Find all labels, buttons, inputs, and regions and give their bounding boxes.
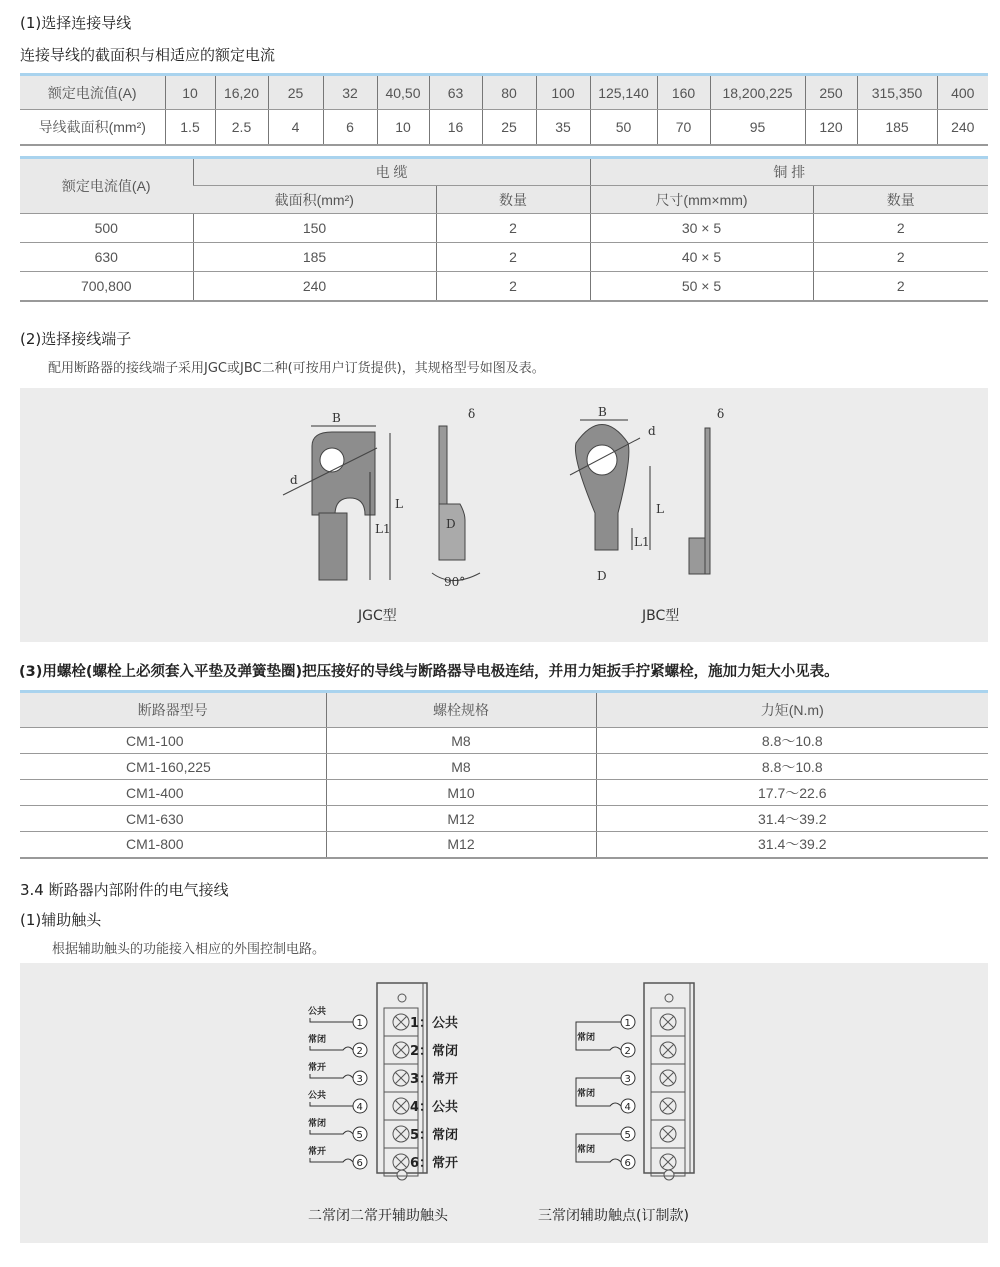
- table-cell: 185: [193, 243, 436, 272]
- area-cell: 185: [857, 110, 937, 145]
- area-cell: 120: [805, 110, 857, 145]
- table-cell: 30 × 5: [590, 214, 813, 243]
- terminal-lugs-diagram: [20, 388, 988, 642]
- header-cell: 力矩(N.m): [596, 692, 988, 728]
- terminal-number: 5: [624, 1130, 631, 1141]
- wire-label: 常开: [308, 1147, 327, 1157]
- terminal-number: 1: [624, 1018, 631, 1029]
- table-row: [20, 806, 988, 832]
- row-label: 导线截面积(mm²): [20, 110, 165, 145]
- label-delta: δ: [717, 407, 725, 421]
- table-cell: 2: [436, 243, 590, 272]
- current-cell: 100: [536, 75, 590, 110]
- table-cell: 31.4～39.2: [596, 806, 988, 832]
- wire-label: 常闭: [577, 1033, 596, 1043]
- table-cell: M10: [326, 780, 596, 806]
- header-qty: 数量: [813, 186, 988, 214]
- area-cell: 35: [536, 110, 590, 145]
- right-caption: 三常闭辅助触点(订制款): [538, 1208, 689, 1224]
- table-cell: 50 × 5: [590, 272, 813, 301]
- header-current: 额定电流值(A): [20, 158, 193, 214]
- table-cell: 500: [20, 214, 193, 243]
- legend-item: 6：常开: [410, 1156, 459, 1171]
- large-current-table: [20, 156, 988, 302]
- label-D: D: [597, 569, 607, 583]
- legend-item: 1：公共: [410, 1016, 459, 1031]
- label-L: L: [656, 502, 664, 516]
- label-L1: L1: [375, 522, 391, 536]
- area-cell: 4: [268, 110, 323, 145]
- terminal-number: 2: [624, 1046, 631, 1057]
- table-row: [20, 214, 988, 243]
- table-cell: CM1-160,225: [20, 754, 326, 780]
- terminal-number: 5: [356, 1130, 363, 1141]
- table-cell: 8.8～10.8: [596, 754, 988, 780]
- label-L1: L1: [634, 535, 650, 549]
- legend-item: 4：公共: [410, 1100, 459, 1115]
- current-cell: 16,20: [215, 75, 268, 110]
- terminal-block-right: [644, 983, 694, 1180]
- area-cell: 50: [590, 110, 657, 145]
- current-cell: 125,140: [590, 75, 657, 110]
- jgc-side: [432, 426, 480, 581]
- table-cell: M8: [326, 728, 596, 754]
- table-cell: CM1-630: [20, 806, 326, 832]
- area-cell: 70: [657, 110, 710, 145]
- label-L: L: [395, 497, 403, 511]
- current-cell: 25: [268, 75, 323, 110]
- area-cell: 95: [710, 110, 805, 145]
- label-d: d: [648, 424, 656, 438]
- jgc-lug: [283, 430, 378, 580]
- wire-label: 常开: [308, 1063, 327, 1073]
- section1-subtitle: 连接导线的截面积与相适应的额定电流: [20, 46, 276, 64]
- terminal-number: 4: [356, 1102, 363, 1113]
- table-cell: 2: [813, 243, 988, 272]
- table-row: [20, 272, 988, 301]
- wire-table: [20, 73, 988, 146]
- header-cable: 电 缆: [193, 158, 590, 186]
- table-row: [20, 832, 988, 858]
- current-cell: 18,200,225: [710, 75, 805, 110]
- terminal-number: 6: [356, 1158, 363, 1169]
- current-cell: 80: [482, 75, 536, 110]
- table-cell: CM1-800: [20, 832, 326, 858]
- section3-title: (3)用螺栓(螺栓上必须套入平垫及弹簧垫圈)把压接好的导线与断路器导电极连结，并用力矩扳手拧紧螺栓，施加力矩大小见表。: [19, 664, 839, 680]
- left-caption: 二常闭二常开辅助触头: [308, 1208, 448, 1224]
- jbc-lug: [570, 425, 710, 575]
- table-cell: M8: [326, 754, 596, 780]
- label-D: D: [446, 517, 456, 531]
- table-cell: 2: [813, 214, 988, 243]
- current-cell: 40,50: [377, 75, 429, 110]
- table-cell: 2: [436, 272, 590, 301]
- wire-label: 常闭: [308, 1119, 327, 1129]
- table-cell: 2: [436, 214, 590, 243]
- row-label: 额定电流值(A): [20, 75, 165, 110]
- aux-contact-diagram: [20, 963, 988, 1243]
- legend-item: 3：常开: [410, 1072, 459, 1087]
- header-area: 截面积(mm²): [193, 186, 436, 214]
- table-cell: M12: [326, 832, 596, 858]
- table-cell: 2: [813, 272, 988, 301]
- jbc-caption: JBC型: [642, 608, 680, 624]
- section1-title: (1)选择连接导线: [20, 14, 132, 32]
- label-angle: 90°: [444, 575, 466, 589]
- terminal-number: 3: [624, 1074, 631, 1085]
- area-cell: 2.5: [215, 110, 268, 145]
- current-cell: 63: [429, 75, 482, 110]
- section2-text: 配用断路器的接线端子采用JGC或JBC二种(可按用户订货提供)，其规格型号如图及表。: [48, 361, 545, 376]
- current-cell: 32: [323, 75, 377, 110]
- section2-title: (2)选择接线端子: [20, 330, 132, 348]
- table-cell: 240: [193, 272, 436, 301]
- terminal-number: 1: [356, 1018, 363, 1029]
- header-size: 尺寸(mm×mm): [590, 186, 813, 214]
- section4-text: 根据辅助触头的功能接入相应的外围控制电路。: [52, 942, 326, 957]
- current-cell: 250: [805, 75, 857, 110]
- table-cell: 630: [20, 243, 193, 272]
- current-cell: 400: [937, 75, 988, 110]
- aux-contact-panel: [20, 963, 988, 1243]
- wire-label: 常闭: [577, 1145, 596, 1155]
- table-cell: M12: [326, 806, 596, 832]
- area-cell: 10: [377, 110, 429, 145]
- table-cell: 700,800: [20, 272, 193, 301]
- header-cell: 断路器型号: [20, 692, 326, 728]
- table-cell: 17.7～22.6: [596, 780, 988, 806]
- table-cell: CM1-400: [20, 780, 326, 806]
- terminal-number: 2: [356, 1046, 363, 1057]
- terminal-diagram-panel: [20, 388, 988, 642]
- section4-title: 3.4 断路器内部附件的电气接线: [20, 881, 229, 899]
- wire-label: 常闭: [577, 1089, 596, 1099]
- area-cell: 16: [429, 110, 482, 145]
- table-row: [20, 243, 988, 272]
- table-row: [20, 780, 988, 806]
- wire-label: 常闭: [308, 1035, 327, 1045]
- label-B: B: [332, 411, 341, 425]
- terminal-number: 4: [624, 1102, 631, 1113]
- header-qty: 数量: [436, 186, 590, 214]
- area-cell: 25: [482, 110, 536, 145]
- terminal-number: 3: [356, 1074, 363, 1085]
- current-cell: 10: [165, 75, 215, 110]
- current-cell: 160: [657, 75, 710, 110]
- area-cell: 240: [937, 110, 988, 145]
- area-cell: 1.5: [165, 110, 215, 145]
- section4-subtitle: (1)辅助触头: [20, 911, 102, 929]
- label-delta: δ: [468, 407, 476, 421]
- table-cell: 150: [193, 214, 436, 243]
- table-cell: CM1-100: [20, 728, 326, 754]
- table-cell: 31.4～39.2: [596, 832, 988, 858]
- label-d: d: [290, 473, 298, 487]
- wire-label: 公共: [308, 1007, 327, 1017]
- header-cell: 螺栓规格: [326, 692, 596, 728]
- legend-item: 2：常闭: [410, 1044, 459, 1059]
- jgc-caption: JGC型: [358, 608, 397, 624]
- table-row: [20, 728, 988, 754]
- label-B: B: [598, 405, 607, 419]
- current-cell: 315,350: [857, 75, 937, 110]
- torque-table: [20, 690, 988, 859]
- header-copper: 铜 排: [590, 158, 988, 186]
- wire-label: 公共: [308, 1091, 327, 1101]
- terminal-number: 6: [624, 1158, 631, 1169]
- table-cell: 8.8～10.8: [596, 728, 988, 754]
- area-cell: 6: [323, 110, 377, 145]
- table-cell: 40 × 5: [590, 243, 813, 272]
- table-row: [20, 754, 988, 780]
- legend-item: 5：常闭: [410, 1128, 459, 1143]
